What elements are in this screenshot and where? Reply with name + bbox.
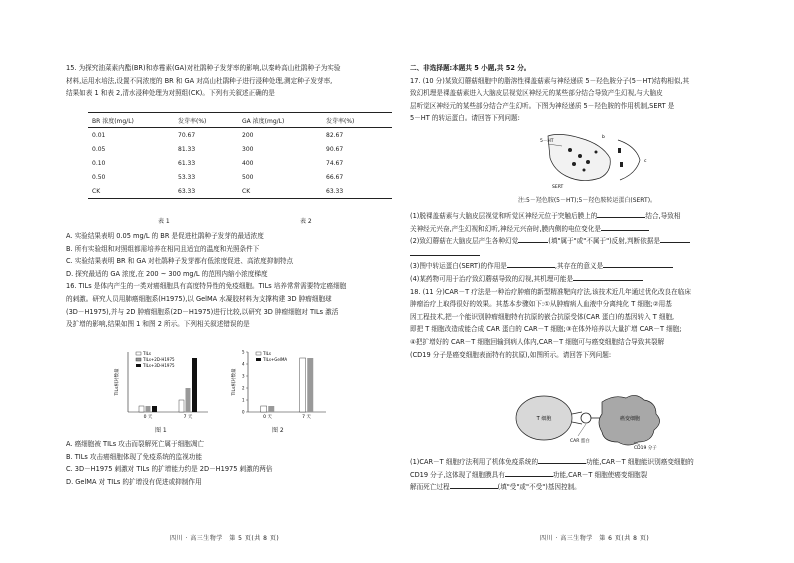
vesicle xyxy=(583,169,586,172)
table-1-header-rate: 发芽率(%) xyxy=(178,117,207,125)
q18-sub-1-line-3 xyxy=(410,481,732,494)
legend-swatch-2d xyxy=(136,358,141,361)
table-cell: 0.50 xyxy=(92,173,106,181)
answer-blank[interactable] xyxy=(573,273,643,281)
q17-sub-2-text-b: (填"属于"或"不属于")反射,判断依据是 xyxy=(548,237,660,246)
q17-stem-line-4: 5－HT 的转运蛋白。请回答下列问题: xyxy=(410,114,520,123)
bar-1-1 xyxy=(186,388,191,412)
label-5ht: 5－HT xyxy=(540,139,554,144)
postsynaptic-membrane xyxy=(618,140,640,180)
q15-options-and-q16 xyxy=(66,230,388,331)
legend-label-3d: TILs+3D-H1975 xyxy=(143,363,175,368)
legend xyxy=(136,351,175,368)
table-2-caption: 表 2 xyxy=(300,218,312,225)
table-row xyxy=(88,170,252,184)
bar-1-2 xyxy=(192,358,197,412)
answer-blank[interactable] xyxy=(518,235,548,243)
figure-1-bar-chart xyxy=(112,348,212,424)
table-row xyxy=(88,184,252,199)
table-row xyxy=(238,170,392,184)
legend-swatch-3d xyxy=(136,364,141,367)
q18-subquestions xyxy=(410,456,732,494)
label-b: b xyxy=(602,135,605,140)
answer-blank[interactable] xyxy=(538,456,586,464)
y-tick-label: 3 xyxy=(241,373,245,379)
q17-stem-line-3: 层听觉区神经元的某些部分结合产生幻听。下图为神经递质 5－羟色胺的作用机制,SERT 是 xyxy=(410,101,675,110)
table-cell: CK xyxy=(242,187,251,195)
table-1 xyxy=(88,112,252,199)
right-column xyxy=(410,62,732,125)
figure-1-caption: 图 1 xyxy=(155,427,167,434)
y-tick-label: 5 xyxy=(241,349,245,355)
q17-sub-2-text-a: (2)致幻蘑菇在大脑皮层产生各种幻觉 xyxy=(410,237,519,246)
vesicle xyxy=(586,160,590,164)
table-1-caption: 表 1 xyxy=(158,218,170,225)
q16-option-d: D. GelMA 对 TILs 的扩增没有促进或抑制作用 xyxy=(66,477,202,486)
y-axis-label: TILs相对数量 xyxy=(115,368,120,396)
table-cell: 53.33 xyxy=(178,173,196,181)
y-tick-label: 4 xyxy=(241,361,245,367)
q17-stem-line-1: 17. (10 分)某致幻蘑菇细胞中的脂溶性裸盖菇素与神经递质 5－羟色胺分子(5－HT)结构相似,其 xyxy=(410,76,690,85)
q17-sub-2-line-1 xyxy=(410,235,732,248)
table-cell: 82.67 xyxy=(326,131,344,139)
figure-2-bar-chart xyxy=(230,348,330,424)
left-column xyxy=(66,62,388,100)
table-cell: 90.67 xyxy=(326,145,344,153)
synapse-figure-caption: 注:5－羟色胺(5－HT);5－羟色胺转运蛋白(SERT)。 xyxy=(518,197,657,204)
q18-stem-line-5: ④把扩增好的 CAR－T 细胞回输到病人体内,CAR－T 细胞可与癌变细胞结合导致其裂解 xyxy=(410,337,665,346)
answer-blank[interactable] xyxy=(597,210,645,218)
q15-stem-line-1: 15. 为探究油菜素内酯(BR)和赤霉素(GA)对杜鹃种子发芽率的影响,以秦岭高山杜鹃种子为实验 xyxy=(66,64,341,72)
q15-stem-line-2: 材料,运用水培法,设置不同浓度的 BR 和 GA 对高山杜鹃种子进行浸种处理,测定种子发芽率, xyxy=(66,76,333,85)
q17-sub-3-text-a: (3)图中转运蛋白(SERT)的作用是 xyxy=(410,262,507,271)
table-cell: 300 xyxy=(242,145,254,153)
car-t-figure xyxy=(510,392,670,450)
q17-sub-1-line-1 xyxy=(410,210,732,223)
vesicle xyxy=(572,162,576,166)
q16-option-b: B. TILs 攻击癌细胞体现了免疫系统的监视功能 xyxy=(66,452,202,461)
q18-sub-1-text-a: (1)CAR－T 细胞疗法利用了机体免疫系统的 xyxy=(410,458,539,466)
legend-label-tils: TILs xyxy=(263,351,271,356)
label-pointer xyxy=(578,424,586,436)
x-tick-label: 0 天 xyxy=(143,415,153,420)
table-2-header-concentration: GA 浓度(mg/L) xyxy=(242,117,285,125)
q16-option-a: A. 癌细胞被 TILs 攻击而裂解死亡属于细胞凋亡 xyxy=(66,440,204,448)
table-cell: 0.05 xyxy=(92,145,106,153)
q18-sub-1-line-1 xyxy=(410,456,732,469)
legend-swatch-gelma xyxy=(256,358,261,361)
bar-1-1 xyxy=(307,358,313,412)
q16-stem-line-4: 及扩增的影响,结果如图 1 和图 2 所示。下列相关叙述错误的是 xyxy=(66,320,250,329)
answer-blank[interactable] xyxy=(505,469,553,477)
q16-stem-line-1: 16. TILs 是体内产生的一类对癌细胞具有高度特异性的免疫细胞。TILs 培养常常需要特定癌细胞 xyxy=(66,282,347,291)
vesicle xyxy=(568,148,572,152)
q16-options xyxy=(66,438,388,488)
legend-label-gelma: TILs+GelMA xyxy=(263,357,288,362)
q17-sub-1-text-b: 结合,导致相 xyxy=(645,212,681,220)
q17-sub-1-text-c: 关神经元兴奋,产生幻视和幻听,神经元兴奋时,膜内侧的电位变化是 xyxy=(410,224,601,233)
car-protein xyxy=(581,413,591,423)
y-axis-label: TILs相对数量 xyxy=(232,368,237,396)
table-cell: 0.01 xyxy=(92,131,106,139)
bar-0-0 xyxy=(139,406,144,412)
bar-0-1 xyxy=(146,406,151,412)
table-2 xyxy=(238,112,392,199)
q18-sub-1-text-b: 功能,CAR－T 细胞能识别癌变细胞的 xyxy=(586,458,694,466)
label-sert: SERT xyxy=(552,185,564,190)
legend-swatch-tils xyxy=(256,352,261,355)
bar-1-0 xyxy=(179,400,184,412)
q17-sub-3 xyxy=(410,260,732,273)
table-cell: 70.67 xyxy=(178,131,196,139)
y-tick-label: 2 xyxy=(241,385,245,391)
q17-sub-3-text-b: ,其存在的意义是 xyxy=(554,262,604,271)
bar-0-2 xyxy=(152,406,157,412)
q18-stem-line-2: 肿瘤治疗上取得很好的效果。其基本步骤如下:①从肿瘤病人血液中分离纯化 T 细胞;②用基 xyxy=(410,300,672,309)
q18-stem-line-4: 即把 T 细胞改造成能合成 CAR 蛋白的 CAR－T 细胞;③在体外培养以大量扩增 CAR－T 细胞; xyxy=(410,325,682,334)
q18-sub-1-text-f: (填"受"或"不受")基因控制。 xyxy=(497,483,581,492)
figure-2-caption: 图 2 xyxy=(272,427,284,434)
table-cell: 63.33 xyxy=(178,187,196,195)
vesicle xyxy=(578,154,582,158)
table-cell: 500 xyxy=(242,173,254,181)
q17-sub-1-text-a: (1)脱裸盖菇素与大脑皮层视觉和听觉区神经元位于突触后膜上的 xyxy=(410,212,598,220)
answer-blank[interactable] xyxy=(507,260,555,268)
table-cell: 0.10 xyxy=(92,159,106,167)
q16-stem-line-3: (3D－H1975),并与 2D 肿瘤细胞系(2D－H1975)进行比较,以研究 3D 肿瘤细胞对 TILs 激活 xyxy=(66,307,339,316)
cancer-cell-label: 癌变细胞 xyxy=(619,416,641,422)
table-cell: 74.67 xyxy=(326,159,344,167)
table-row xyxy=(238,128,392,143)
q17-subquestions xyxy=(410,210,732,361)
label-c: c xyxy=(644,159,647,164)
y-tick-label: 1 xyxy=(241,397,245,403)
bar-0-1 xyxy=(268,406,274,412)
legend-label-tils: TILs xyxy=(143,351,151,356)
table-row xyxy=(238,156,392,170)
receptor xyxy=(618,148,621,153)
q15-option-c: C. 实验结果表明 BR 和 GA 对杜鹃种子发芽都有低浓度促进、高浓度抑制特点 xyxy=(66,257,294,266)
x-tick-label: 7 天 xyxy=(302,415,311,420)
section-2-heading: 二、非选择题:本题共 5 小题,共 52 分。 xyxy=(410,64,531,72)
legend-swatch-tils xyxy=(136,352,141,355)
q15-stem-line-3: 结果如表 1 和表 2,清水浸种处理为对照组(CK)。下列有关叙述正确的是 xyxy=(66,89,275,98)
q17-sub-4-text: (4)某药物可用于治疗致幻蘑菇导致的幻视,其机理可能是 xyxy=(410,274,574,283)
table-cell: 81.33 xyxy=(178,145,196,153)
receptor xyxy=(620,162,623,167)
x-tick-label: 0 天 xyxy=(263,415,272,420)
q16-stem-line-2: 的刺激。研究人员用肺癌细胞系(H1975),以 GelMA 水凝胶材料为支撑构建 3D 肿瘤细胞球 xyxy=(66,294,332,303)
answer-blank[interactable] xyxy=(450,481,498,489)
table-cell: 400 xyxy=(242,159,254,167)
q18-sub-1-line-2 xyxy=(410,469,732,482)
q18-sub-1-text-d: 功能,CAR－T 细胞使癌变细胞裂 xyxy=(552,470,648,479)
q15-option-a: A. 实验结果表明 0.05 mg/L 的 BR 是促进杜鹃种子发芽的最适浓度 xyxy=(66,232,264,240)
table-row xyxy=(88,156,252,170)
table-cell: 63.33 xyxy=(326,187,344,195)
q15-option-b: B. 所有实验组和对照组都需培养在相同且适宜的温度和光照条件下 xyxy=(66,244,260,253)
x-tick-label: 7 天 xyxy=(183,415,193,420)
answer-blank[interactable] xyxy=(660,235,690,243)
answer-blank[interactable] xyxy=(603,260,673,268)
car-label: CAR 蛋白 xyxy=(570,439,590,444)
table-row xyxy=(88,142,252,156)
footer-right: 四川 · 高三生物学 第 6 页(共 8 页) xyxy=(540,535,650,542)
answer-blank[interactable] xyxy=(410,248,480,256)
bar-1-0 xyxy=(300,358,306,412)
table-2-header-rate: 发芽率(%) xyxy=(326,117,355,125)
legend xyxy=(256,351,287,362)
q17-sub-4 xyxy=(410,273,732,286)
table-row xyxy=(238,184,392,199)
t-cell-label: T 细胞 xyxy=(536,416,552,422)
q18-stem-line-3: 因工程技术,把一个能识别肿瘤细胞特有抗原的嵌合抗原受体(CAR 蛋白)的基因转入 T 细胞, xyxy=(410,312,675,321)
q18-stem-line-1: 18. (11 分)CAR－T 疗法是一种治疗肿瘤的新型精准靶向疗法,该技术近几年通过优化改良在临床 xyxy=(410,287,691,296)
q15-option-d: D. 探究最适的 GA 浓度,在 200 ~ 300 mg/L 的范围内缩小浓度梯度 xyxy=(66,269,268,278)
cd19-label: CD19 分子 xyxy=(634,446,657,450)
q17-sub-1-line-2 xyxy=(410,223,732,236)
q16-option-c: C. 3D－H1975 刺激对 TILs 的扩增能力约是 2D－H1975 刺激的两倍 xyxy=(66,465,273,474)
table-row xyxy=(238,142,392,156)
table-cell: 61.33 xyxy=(178,159,196,167)
table-cell: 200 xyxy=(242,131,254,139)
bar-0-0 xyxy=(261,406,267,412)
table-cell: CK xyxy=(92,187,101,195)
q17-stem-line-2: 致幻机理是裸盖菇素进入大脑皮层视觉区神经元的某些部分结合导致产生幻视,与大脑皮 xyxy=(410,89,663,98)
q18-stem-line-6: (CD19 分子是癌变细胞表面特有的抗原),如图所示。请回答下列问题: xyxy=(410,350,612,359)
legend-label-2d: TILs+2D-H1975 xyxy=(143,357,175,362)
y-tick-label: 0 xyxy=(241,409,245,415)
answer-blank[interactable] xyxy=(601,223,649,231)
footer-left: 四川 · 高三生物学 第 5 页(共 8 页) xyxy=(170,535,280,542)
q18-sub-1-text-c: CD19 分子,这体现了细胞膜具有 xyxy=(410,470,505,479)
q17-sub-2-line-2 xyxy=(410,248,732,261)
synapse-figure xyxy=(540,130,650,192)
q18-sub-1-text-e: 解而死亡过程 xyxy=(410,483,450,492)
table-row xyxy=(88,128,252,143)
table-1-header-concentration: BR 浓度(mg/L) xyxy=(92,117,134,125)
vesicle xyxy=(595,151,598,154)
table-cell: 66.67 xyxy=(326,173,344,181)
car-protein-stalk xyxy=(572,412,582,424)
